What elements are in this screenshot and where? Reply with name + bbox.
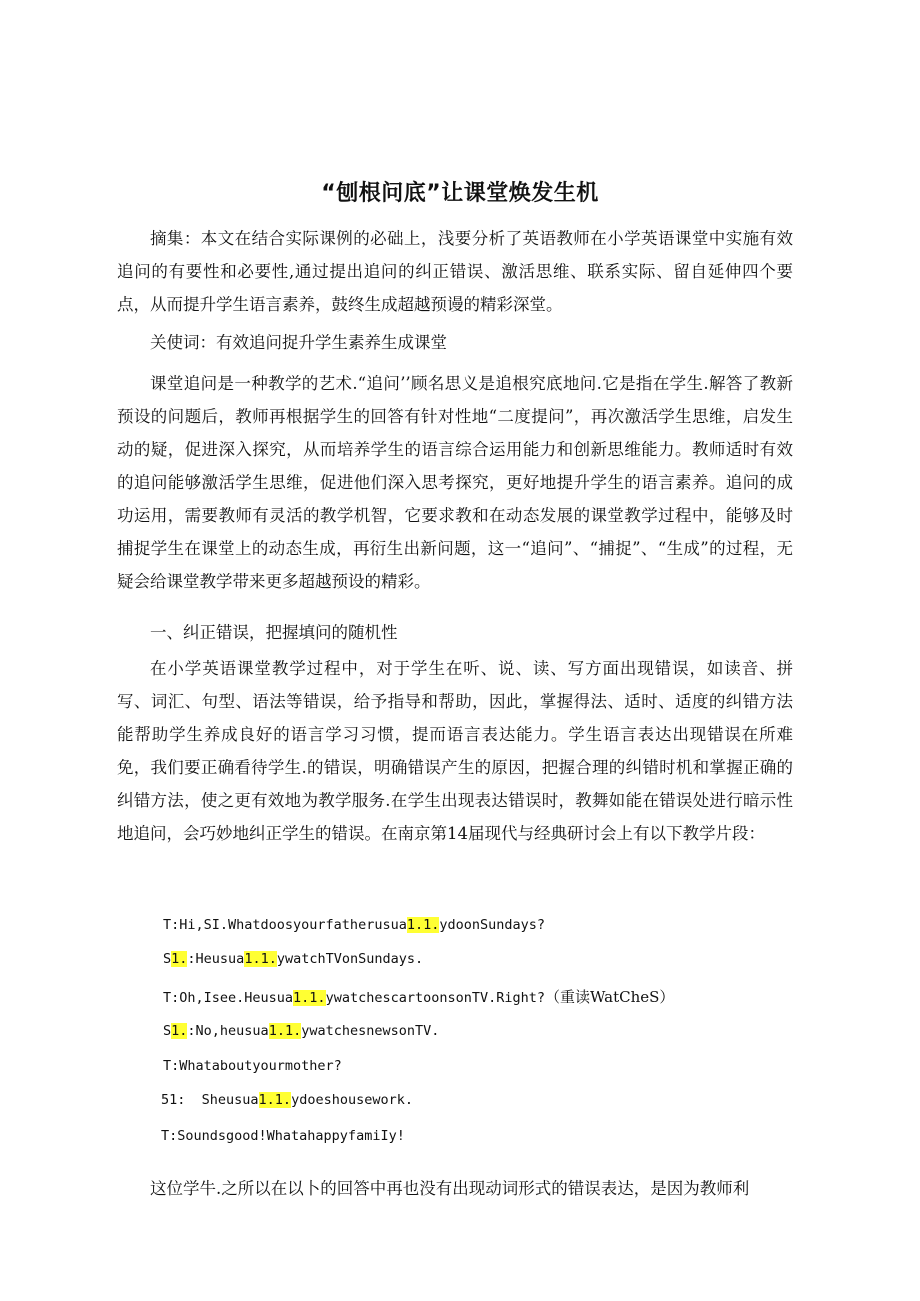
dialogue-annotation: （重读WatCheS） (545, 988, 675, 1006)
intro-paragraph: 课堂追问是一种教学的艺术.“追问’’顾名思义是追根究底地问.它是指在学生.解答了教新预设的问题后，教师再根据学生的回答有针对性地“二度提问”，再次激活学生思维，启发生动的疑，促进深入探究，从而培养学生的语言综合运用能力和创新思维能力。教师适时有效的追问能够激活学生思维，促进他们深入思考探究，更好地提升学生的语言素养。追问的成功运用，需要教师有灵活的教学机智，它要求教和在动态发展的课堂教学过程中，能够及时捕捉学生在课堂上的动态生成，再衍生出新问题，这一“追问”、“捕捉”、“生成”的过程，无疑会给课堂教学带来更多超越预设的精彩。 (117, 374, 793, 591)
dialogue-highlight: 1. (171, 951, 188, 967)
dialogue-line (163, 987, 674, 1008)
dialogue-text: ydoeshousework. (291, 1092, 413, 1108)
dialogue-highlight: 1.1. (244, 951, 277, 967)
dialogue-text: ywatchTVonSundays. (276, 951, 424, 967)
dialogue-line (163, 1021, 439, 1041)
dialogue-highlight: 1.1. (406, 917, 440, 933)
section-paragraph-1: 在小学英语课堂教学过程中，对于学生在听、说、读、写方面出现错误，如读音、拼写、词汇、句型、语法等错误，给予指导和帮助，因此，掌握得法、适时、适度的纠错方法能帮助学生养成良好的语言学习习惯，提而语言表达能力。学生语言表达出现错误在所难免，我们要正确看待学生.的错误，明确错误产生的原因，把握合理的纠错时机和掌握正确的纠错方法，使之更有效地为教学服务.在学生出现表达错误时，教舞如能在错误处进行暗示性地追问，会巧妙地纠正学生的错误。在南京第14届现代与经典研讨会上有以下教学片段： (117, 659, 793, 843)
dialogue-text: T:Hi,SI.Whatdoosyourfatherusua (163, 917, 407, 933)
dialogue-text: ywatchescartoonsonTV.Right? (325, 990, 546, 1006)
dialogue-text: ywatchesnewsonTV. (301, 1023, 440, 1039)
abstract-paragraph: 摘集：本文在结合实际课例的必础上，浅要分析了英语教师在小学英语课堂中实施有效追问的有要性和必要性,通过提出追问的纠正错误、激活思维、联系实际、留自延伸四个要点，从而提升学生语言素养，鼓终生成超越预谩的精彩深堂。 (117, 229, 793, 314)
dialogue-highlight: 1.1. (258, 1092, 292, 1108)
dialogue-highlight: 1. (171, 1023, 188, 1039)
dialogue-text: S (163, 951, 172, 967)
dialogue-line (163, 949, 423, 969)
dialogue-line (161, 1126, 405, 1146)
dialogue-text: :No,heusua (187, 1023, 269, 1039)
document-title: “刨根问底”让课堂焕发生机 (321, 181, 599, 206)
dialogue-line (161, 1090, 413, 1110)
dialogue-text: ydoonSundays? (439, 917, 546, 933)
section-heading-1: 一、纠正错误，把握填问的随机性 (150, 623, 398, 642)
dialogue-text: 51: Sheusua (161, 1092, 259, 1108)
dialogue-line (163, 1056, 342, 1076)
closing-paragraph: 这位学牛.之所以在以卜的回答中再也没有出现动词形式的错误表达，是因为教师利 (150, 1179, 750, 1198)
keywords-line: 关使词：有效追问捉升学生素养生成课堂 (150, 333, 447, 352)
dialogue-text: T:Soundsgood!WhatahappyfamiIy! (161, 1128, 405, 1144)
dialogue-highlight: 1.1. (268, 1023, 302, 1039)
dialogue-line (163, 915, 545, 935)
dialogue-text: T:Oh,Isee.Heusua (163, 990, 294, 1006)
dialogue-text: S (163, 1023, 172, 1039)
dialogue-highlight: 1.1. (293, 990, 326, 1006)
dialogue-text: :Heusua (187, 951, 245, 967)
dialogue-text: T:Whataboutyourmother? (163, 1058, 342, 1074)
